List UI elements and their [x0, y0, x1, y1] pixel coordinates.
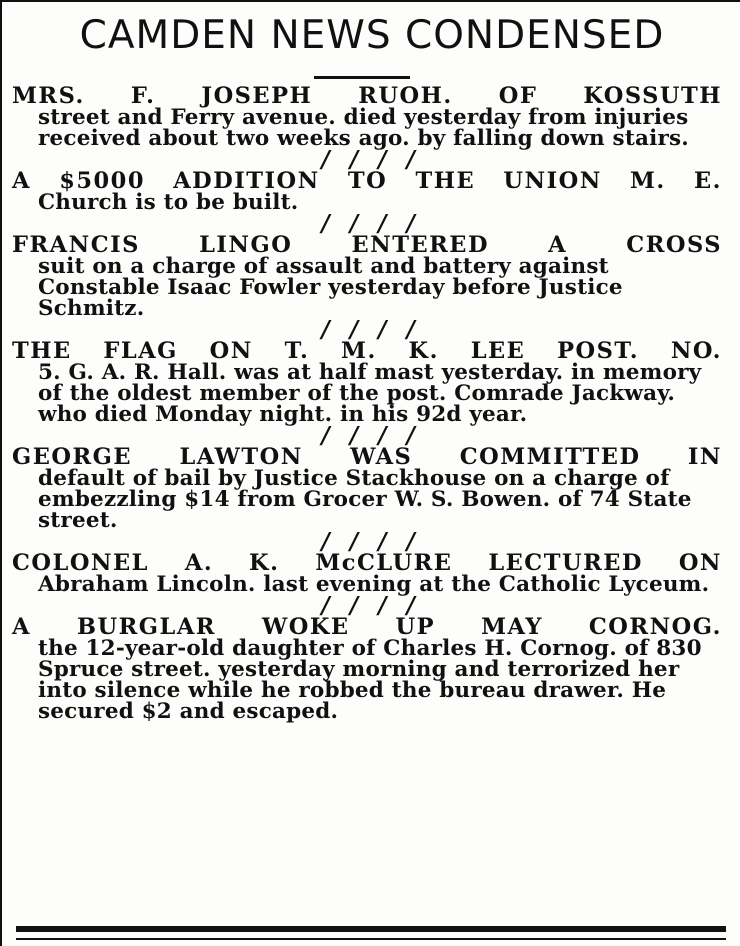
news-item-ruoh [12, 83, 722, 151]
item-separator: / / / / [321, 210, 421, 237]
item-separator: / / / / [321, 146, 421, 173]
news-item-lead: THE FLAG ON T. M. K. LEE POST. NO. [12, 338, 722, 364]
item-separator: / / / / [321, 592, 421, 619]
news-item-lingo [12, 232, 722, 321]
item-separator: / / / / [321, 316, 421, 343]
news-item-mcclure [12, 550, 722, 597]
item-separator: / / / / [321, 528, 421, 555]
news-item-body: suit on a charge of assault and battery against Constable Isaac Fowler yesterday before Justice Schmitz. [38, 254, 623, 321]
footer-rule-thin [16, 938, 726, 940]
news-item-lead: COLONEL A. K. McCLURE LECTURED ON [12, 550, 722, 576]
news-item-body: default of bail by Justice Stackhouse on a charge of embezzling $14 from Grocer W. S. Bowen. of 74 State street. [38, 466, 692, 533]
footer-rule-thick [16, 926, 726, 932]
news-item-flag [12, 338, 722, 427]
news-item-lead: MRS. F. JOSEPH RUOH. OF KOSSUTH [12, 83, 722, 109]
news-item-lead: A BURGLAR WOKE UP MAY CORNOG. [12, 614, 722, 640]
news-item-body: 5. G. A. R. Hall. was at half mast yesterday. in memory of the oldest member of the post. Comrade Jackway. who died Monday night. in his 92d year. [38, 360, 702, 427]
headline-rule [314, 76, 410, 79]
news-item-lead: GEORGE LAWTON WAS COMMITTED IN [12, 444, 722, 470]
news-item-lead: FRANCIS LINGO ENTERED A CROSS [12, 232, 722, 258]
news-item-body: street and Ferry avenue. died yesterday from injuries received about two weeks ago. by falling down stairs. [38, 105, 689, 151]
news-item-lawton [12, 444, 722, 533]
news-item-church [12, 168, 722, 215]
news-item-body: Church is to be built. [38, 190, 299, 215]
news-item-burglar [12, 614, 722, 724]
news-item-body: Abraham Lincoln. last evening at the Catholic Lyceum. [38, 572, 710, 597]
headline: CAMDEN NEWS CONDENSED [79, 13, 665, 58]
item-separator: / / / / [321, 422, 421, 449]
news-item-body: the 12-year-old daughter of Charles H. Cornog. of 830 Spruce street. yesterday morning and terrorized her into silence while he robbed the bureau drawer. He secured $2 and escaped. [38, 636, 702, 724]
news-items [12, 83, 722, 724]
news-item-lead: A $5000 ADDITION TO THE UNION M. E. [12, 168, 722, 194]
